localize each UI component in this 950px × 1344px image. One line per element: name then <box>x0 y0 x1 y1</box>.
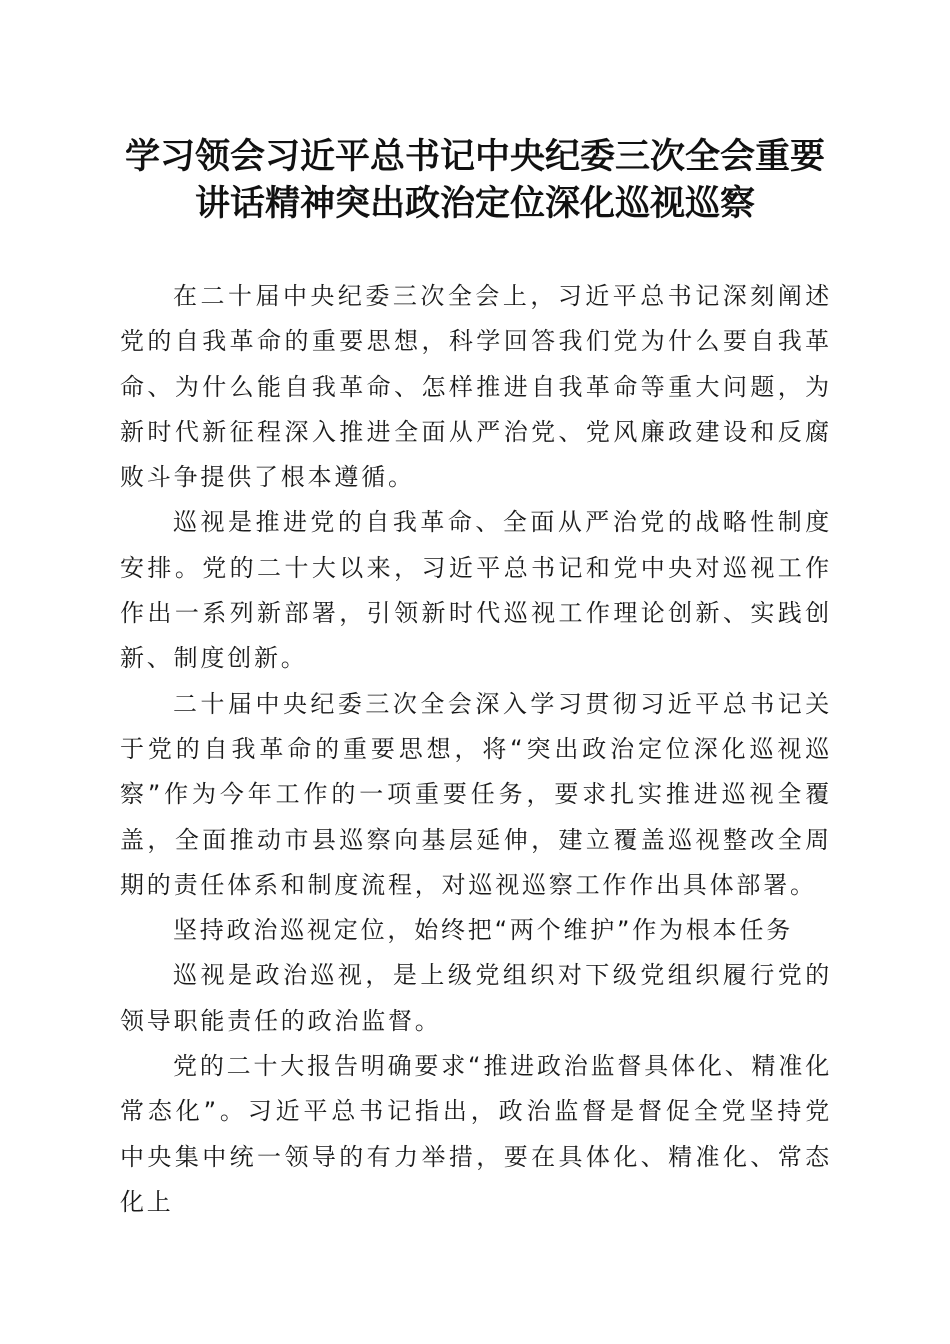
title-line-1: 学习领会习近平总书记中央纪委三次全会重要 <box>124 136 825 177</box>
paragraph-political-supervision: 党的二十大报告明确要求“推进政治监督具体化、精准化常态化”。习近平总书记指出，政治监督是督促全党坚持党中央集中统一领导的有力举措，要在具体化、精准化、常态化上 <box>120 1052 832 1216</box>
document-body <box>120 274 832 1225</box>
document-title <box>100 133 850 227</box>
section-heading-political-inspection: 坚持政治巡视定位，始终把“两个维护”作为根本任务 <box>173 916 794 945</box>
paragraph-inspection-arrangement: 巡视是推进党的自我革命、全面从严治党的战略性制度安排。党的二十大以来，习近平总书记和党中央对巡视工作作出一系列新部署，引领新时代巡视工作理论创新、实践创新、制度创新。 <box>120 508 832 673</box>
title-line-2: 讲话精神突出政治定位深化巡视巡察 <box>194 183 755 224</box>
paragraph-plenary-deployment: 二十届中央纪委三次全会深入学习贯彻习近平总书记关于党的自我革命的重要思想，将“突出政治定位深化巡视巡察”作为今年工作的一项重要任务，要求扎实推进巡视全覆盖，全面推动市县巡察向基层延伸，建立覆盖巡视整改全周期的责任体系和制度流程，对巡视巡察工作作出具体部署。 <box>120 689 832 899</box>
paragraph-political-inspection: 巡视是政治巡视，是上级党组织对下级党组织履行党的领导职能责任的政治监督。 <box>120 961 832 1035</box>
paragraph-intro: 在二十届中央纪委三次全会上，习近平总书记深刻阐述党的自我革命的重要思想，科学回答我们党为什么要自我革命、为什么能自我革命、怎样推进自我革命等重大问题，为新时代新征程深入推进全面从严治党、党风廉政建设和反腐败斗争提供了根本遵循。 <box>120 282 832 492</box>
